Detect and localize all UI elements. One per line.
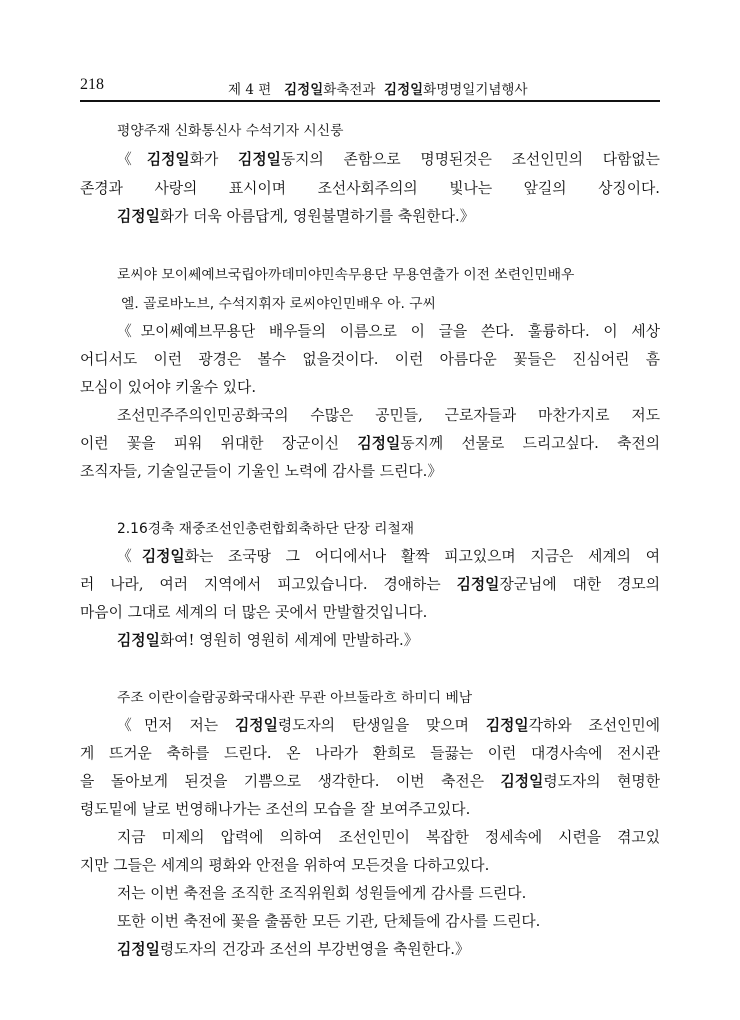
paragraph-line: 김정일령도자의 건강과 조선의 부강번영을 축원한다.》 [117,941,470,958]
paragraph-line: 지만 그들은 세계의 평화와 안전을 위하여 모든것을 다하고있다. [80,857,490,874]
paragraph-line: 김정일화가 더욱 아름답게, 영원불멸하기를 축원한다.》 [117,208,475,225]
paragraph-line: 조직자들, 기술일군들이 기울인 노력에 감사를 드린다.》 [80,463,443,480]
attribution-iran-embassy: 주조 이란이슬람공화국대사관 무관 아브둘라흐 하미디 베남 [117,690,473,706]
paragraph-line: 을 돌아보게 된것을 기쁨으로 생각한다. 이번 축전은 김정일령도자의 현명한 [80,773,660,790]
attribution-korean-association: 2.16경축 재중조선인총련합회축하단 단장 리철재 [117,521,415,537]
paragraph-line: 《김정일화가 김정일동지의 존함으로 명명된것은 조선인민의 다함없는 [117,151,660,168]
attribution-moiseyev-1: 로씨야 모이쎄예브국립아까데미야민속무용단 무용연출가 이전 쏘련인민배우 [117,267,575,283]
paragraph-line: 모심이 있어야 키울수 있다. [80,379,257,396]
paragraph-line: 이런 꽃을 피워 위대한 장군이신 김정일동지께 선물로 드리고싶다. 축전의 [80,435,660,452]
attribution-xinhua: 평양주재 신화통신사 수석기자 시신룽 [117,123,344,139]
paragraph-line: 령도밑에 날로 번영해나가는 조선의 모습을 잘 보여주고있다. [80,801,471,818]
paragraph-line: 또한 이번 축전에 꽃을 출품한 모든 기관, 단체들에 감사를 드린다. [117,913,541,930]
paragraph-line: 지금 미제의 압력에 의하여 조선인민이 복잡한 정세속에 시련을 겪고있 [117,829,660,846]
paragraph-line: 존경과 사랑의 표시이며 조선사회주의의 빛나는 앞길의 상징이다. [80,180,660,197]
paragraph-line: 조선민주주의인민공화국의 수많은 공민들, 근로자들과 마찬가지로 저도 [117,407,660,424]
paragraph-line: 《모이쎄예브무용단 배우들의 이름으로 이 글을 쓴다. 훌륭하다. 이 세상 [117,323,660,340]
paragraph-line: 게 뜨거운 축하를 드린다. 온 나라가 환희로 들끓는 이런 대경사속에 전시관 [80,745,660,762]
paragraph-line: 러 나라, 여러 지역에서 피고있습니다. 경애하는 김정일장군님에 대한 경모의 [80,576,660,593]
paragraph-line: 《김정일화는 조국땅 그 어디에서나 활짝 피고있으며 지금은 세계의 여 [117,548,660,565]
page-number: 218 [80,76,104,93]
paragraph-line: 어디서도 이런 광경은 볼수 없을것이다. 이런 아름다운 꽃들은 진심어린 흠 [80,351,660,368]
running-header [80,74,660,102]
paragraph-line: 《먼저 저는 김정일령도자의 탄생일을 맞으며 김정일각하와 조선인민에 [117,717,660,734]
paragraph-line: 저는 이번 축전을 조직한 조직위원회 성원들에게 감사를 드린다. [117,885,527,902]
paragraph-line: 김정일화여! 영원히 영원히 세계에 만발하라.》 [117,632,419,649]
attribution-moiseyev-2: 엘. 골로바노브, 수석지휘자 로씨야인민배우 아. 구씨 [121,296,436,312]
running-title: 제 4 편 김정일화축전과 김정일화명명일기념행사 [228,82,528,98]
paragraph-line: 마음이 그대로 세계의 더 많은 곳에서 만발할것입니다. [80,604,428,621]
